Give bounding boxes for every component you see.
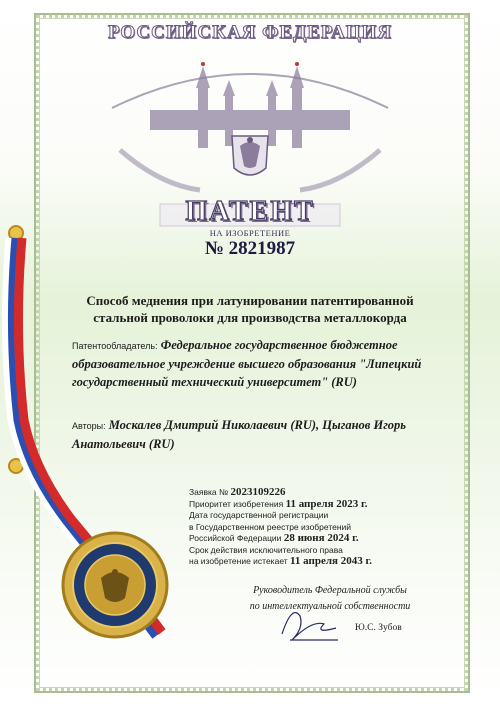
term-date: 11 апреля 2043 г. [290, 555, 372, 567]
term-label-1: Срок действия исключительного права [189, 544, 343, 555]
holder-label: Патентообладатель: [72, 341, 158, 351]
holder-value: Федеральное государственное бюджетное образовательное учреждение высшего образования "Липецкий государственный технический университет" (RU) [72, 338, 422, 389]
authors-label: Авторы: [72, 421, 106, 431]
country-header: РОССИЙСКАЯ ФЕДЕРАЦИЯ [107, 22, 393, 43]
reg-label-1: Дата государственной регистрации [189, 510, 329, 520]
signer-name: Ю.С. Зубов [355, 623, 402, 633]
priority-label: Приоритет изобретения [189, 498, 284, 509]
patent-title: ПАТЕНТ [185, 196, 315, 227]
application-label: Заявка № [189, 487, 229, 497]
reg-date: 28 июня 2024 г. [283, 532, 359, 544]
application-number: 2023109226 [230, 486, 286, 498]
reg-label-2: в Государственном реестре изобретений [189, 521, 352, 532]
priority-date: 11 апреля 2023 г. [285, 497, 368, 510]
position-line-2: по интеллектуальной собственности [249, 601, 411, 612]
authors-value: Москалев Дмитрий Николаевич (RU), Цыганов Игорь Анатольевич (RU) [72, 418, 407, 451]
patent-subtitle: НА ИЗОБРЕТЕНИЕ [209, 228, 291, 238]
position-line-1: Руководитель Федеральной службы [253, 585, 407, 596]
reg-label-3: Российской Федерации [189, 533, 282, 543]
patent-number: № 2821987 [204, 238, 296, 259]
eagle-seal-icon [101, 572, 129, 602]
invention-title: Способ меднения при латунировании патентированной стальной проволоки для производства металлокорда [86, 293, 414, 325]
term-label-2: на изобретение истекает [189, 556, 288, 566]
